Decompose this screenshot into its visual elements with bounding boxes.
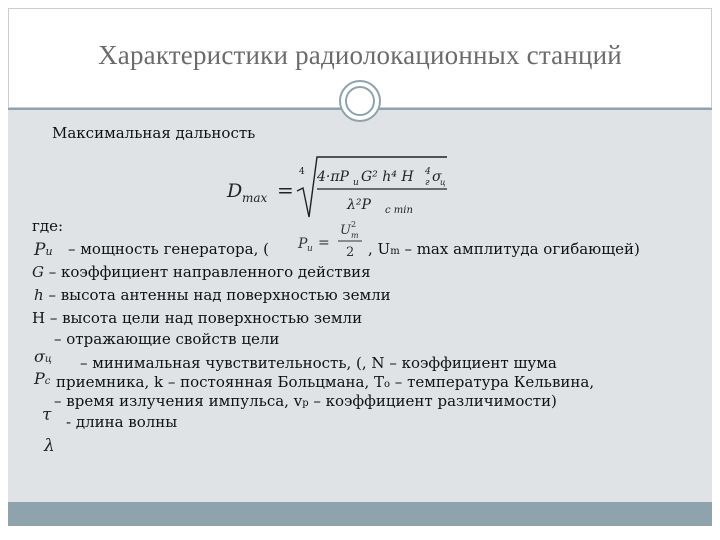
receiver-line: приемника, k – постоянная Больцмана, To – температура Кельвина, xyxy=(56,373,595,391)
footer-band xyxy=(8,502,712,526)
symbol-lambda: λ xyxy=(44,436,55,456)
H-line: H – высота цели над поверхностью земли xyxy=(32,309,363,327)
svg-text:=: = xyxy=(277,178,294,202)
pu-description: – мощность генератора, ( xyxy=(68,240,269,258)
sigma-description: – отражающие свойств цели xyxy=(54,330,280,348)
formula-root-index: 4 xyxy=(299,167,305,177)
pcmin-description: – минимальная чувствительность, (, N – коэффициент шума xyxy=(80,354,557,372)
where-label: где: xyxy=(32,217,64,235)
slide-title: Характеристики радиолокационных станций xyxy=(98,40,622,70)
formula-lhs-sub: max xyxy=(242,191,268,205)
symbol-h: h xyxy=(34,286,44,304)
pu-description-rest: , Um – max амплитуда огибающей) xyxy=(368,240,640,258)
formula-numerator-rest: G² h⁴ H xyxy=(361,169,414,185)
range-formula xyxy=(225,155,455,227)
svg-text:P: P xyxy=(298,236,308,252)
tau-line: – время излучения импульса, vp – коэффициент различимости) xyxy=(54,392,557,410)
symbol-tau: τ xyxy=(42,405,52,425)
svg-text:σ: σ xyxy=(432,169,442,185)
g-line: G – коэффициент направленного действия xyxy=(32,263,371,281)
section-heading: Максимальная дальность xyxy=(52,124,256,142)
symbol-pu: Pu xyxy=(34,240,53,260)
svg-text:2: 2 xyxy=(346,245,355,258)
svg-text:=: = xyxy=(318,235,330,251)
svg-text:m: m xyxy=(351,231,359,240)
svg-text:2: 2 xyxy=(351,220,357,229)
formula-denominator: λ²P xyxy=(347,197,371,213)
svg-text:U: U xyxy=(340,223,351,238)
formula-numerator-sub: u xyxy=(353,178,359,188)
svg-text:4: 4 xyxy=(425,167,431,177)
symbol-g: G xyxy=(32,263,44,281)
symbol-pc: Pс xyxy=(34,369,51,388)
h-line: h – высота антенны над поверхностью земли xyxy=(34,286,391,304)
formula-numerator: 4·πP xyxy=(317,169,349,185)
svg-text:г: г xyxy=(425,178,430,188)
formula-lhs: D xyxy=(227,180,243,202)
inline-pu-formula xyxy=(296,218,374,258)
symbol-sigma: σц xyxy=(34,347,52,366)
formula-denominator-sub: c min xyxy=(385,205,413,216)
svg-text:ц: ц xyxy=(440,178,446,187)
svg-text:u: u xyxy=(307,244,313,254)
divider-inner-circle-icon xyxy=(345,86,375,116)
lambda-description: - длина волны xyxy=(66,413,178,431)
